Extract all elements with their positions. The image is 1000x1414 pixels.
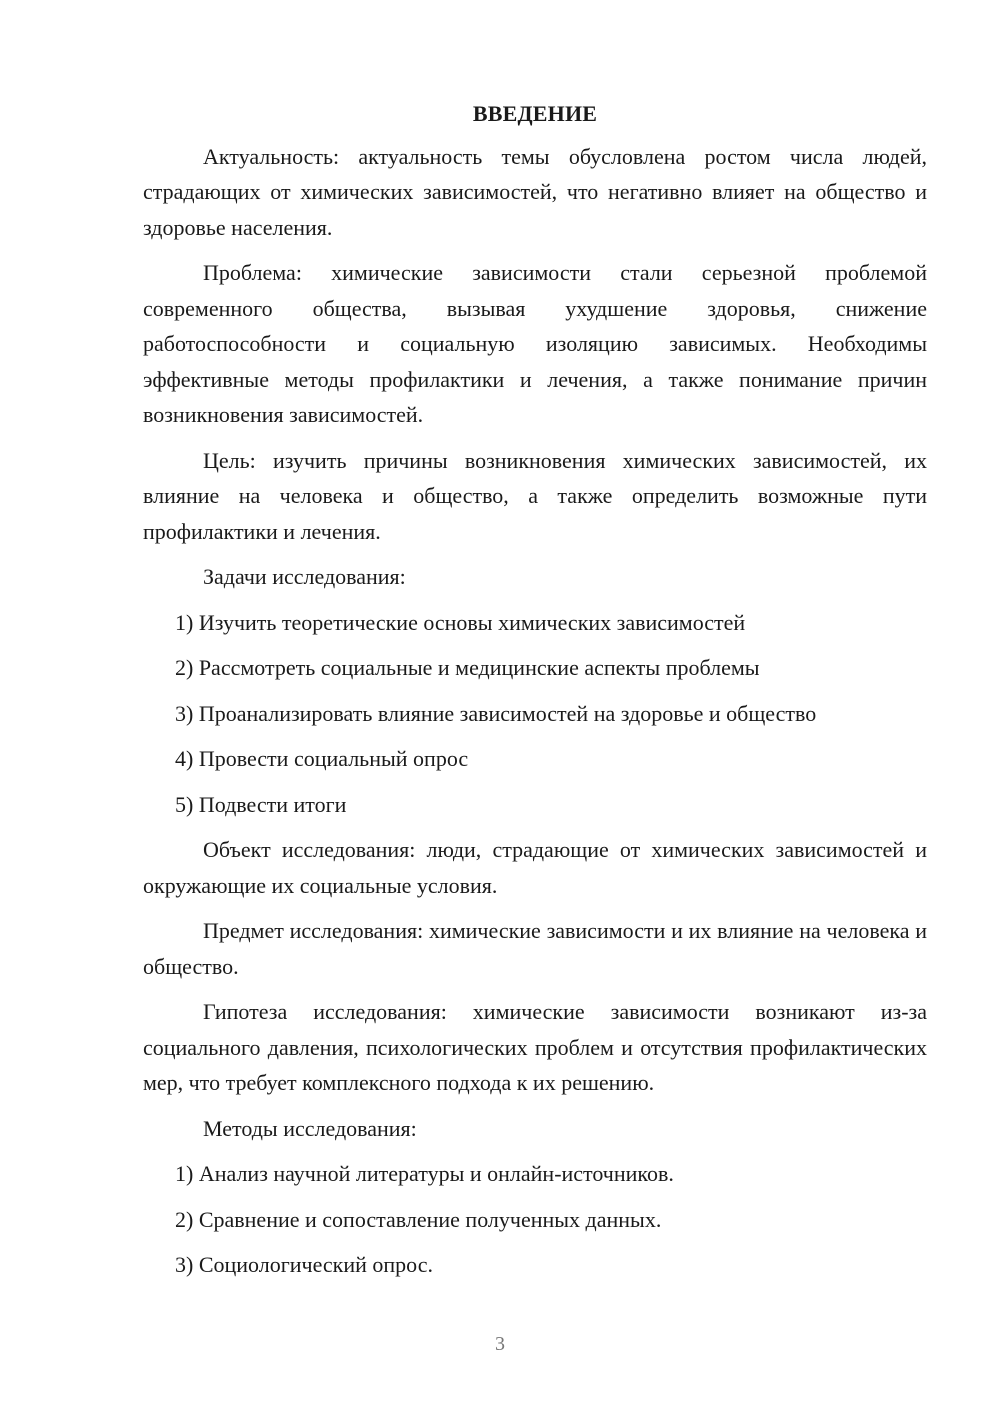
- tasks-list: [143, 605, 927, 823]
- subject-paragraph: Предмет исследования: химические зависимости и их влияние на человека и общество.: [143, 918, 927, 979]
- list-item: 2) Рассмотреть социальные и медицинские аспекты проблемы: [175, 655, 760, 680]
- relevance-paragraph: Актуальность: актуальность темы обусловлена ростом числа людей, страдающих от химических зависимостей, что негативно влияет на общество и здоровье населения.: [143, 143, 927, 240]
- list-item: 3) Проанализировать влияние зависимостей на здоровье и общество: [175, 700, 817, 726]
- problem-paragraph: Проблема: химические зависимости стали серьезной проблемой современного общества, вызывая ухудшение здоровья, снижение работоспособности и социальную изоляцию зависимых. Необходимы эффективные методы профилактики и лечения, а также понимание причин возникновения зависимостей.: [143, 260, 927, 427]
- goal-paragraph: Цель: изучить причины возникновения химических зависимостей, их влияние на человека и общество, а также определить возможные пути профилактики и лечения.: [143, 447, 927, 544]
- methods-list: [143, 1156, 927, 1283]
- list-item: 1) Изучить теоретические основы химических зависимостей: [175, 609, 746, 635]
- list-item: 2) Сравнение и сопоставление полученных данных.: [175, 1206, 662, 1232]
- list-item: 1) Анализ научной литературы и онлайн-источников.: [175, 1161, 674, 1186]
- methods-label: Методы исследования:: [203, 1115, 417, 1141]
- document-page: [143, 96, 927, 1293]
- list-item: 5) Подвести итоги: [175, 791, 347, 817]
- page-title: ВВЕДЕНИЕ: [472, 101, 598, 126]
- page-number: 3: [495, 1333, 505, 1355]
- list-item: 4) Провести социальный опрос: [175, 746, 469, 771]
- hypothesis-paragraph: Гипотеза исследования: химические зависимости возникают из-за социального давления, психологических проблем и отсутствия профилактических мер, что требует комплексного подхода к их решению.: [143, 999, 927, 1095]
- tasks-label: Задачи исследования:: [203, 564, 406, 589]
- object-paragraph: Объект исследования: люди, страдающие от химических зависимостей и окружающие их социальные условия.: [143, 837, 927, 898]
- list-item: 3) Социологический опрос.: [175, 1252, 433, 1277]
